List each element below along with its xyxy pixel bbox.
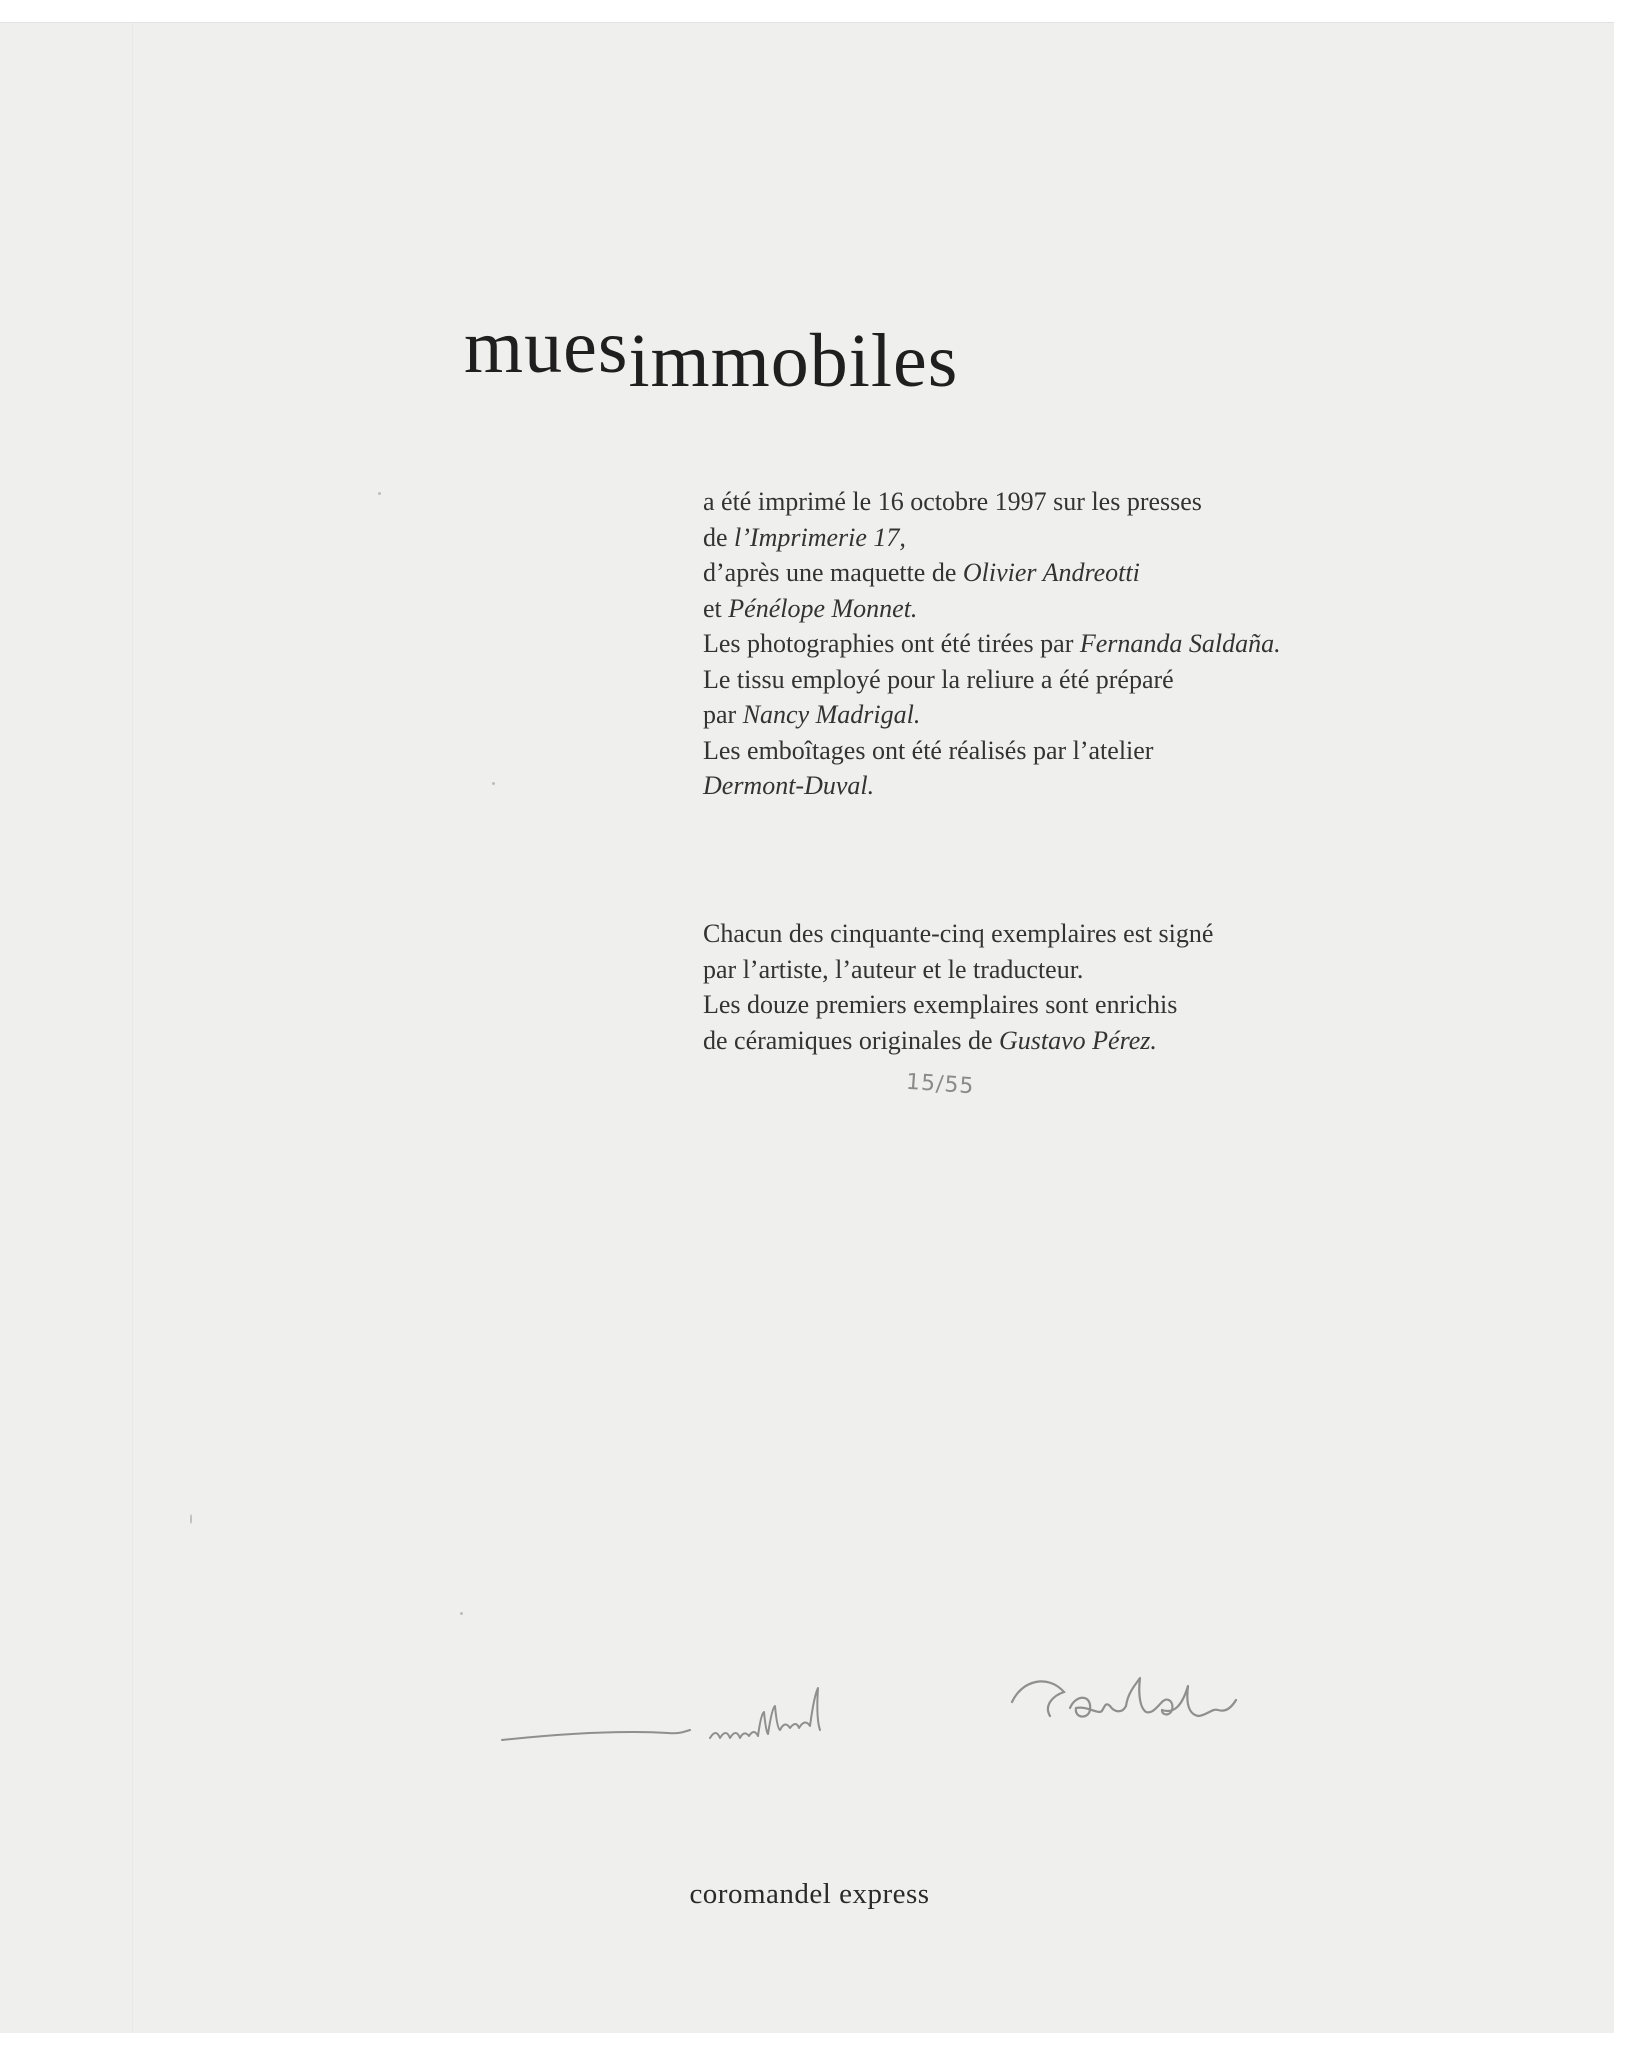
colophon-line: Les photographies ont été tirées par Fernanda Saldaña. — [703, 629, 1281, 658]
colophon-line: par Nancy Madrigal. — [703, 700, 921, 729]
page-fold-line — [132, 22, 134, 2032]
publisher-name: coromandel express — [689, 1878, 930, 1910]
copy-number-handwritten: 15/55 — [905, 1069, 976, 1100]
edition-line: Les douze premiers exemplaires sont enrichis — [703, 990, 1178, 1019]
title-word-immobiles: immobiles — [628, 319, 959, 403]
colophon-line: a été imprimé le 16 octobre 1997 sur les presses — [703, 487, 1202, 516]
signature-left — [498, 1680, 898, 1770]
paper-speck — [190, 1514, 192, 1524]
colophon-line: Les emboîtages ont été réalisés par l’atelier — [703, 735, 1154, 765]
colophon-line: et Pénélope Monnet. — [703, 593, 918, 623]
paper-speck — [460, 1612, 463, 1615]
edition-line: de céramiques originales de Gustavo Pérez. — [703, 1025, 1157, 1055]
colophon-line: de l’Imprimerie 17, — [703, 522, 906, 552]
paper-speck — [492, 782, 495, 785]
title-word-mues: mues — [464, 305, 629, 389]
colophon-line: Le tissu employé pour la reliure a été préparé — [703, 664, 1174, 694]
signature-right — [1008, 1662, 1348, 1742]
paper-speck — [378, 492, 381, 495]
colophon-line: Dermont-Duval. — [703, 771, 875, 800]
edition-statement — [703, 916, 1213, 1058]
colophon-text — [703, 484, 1281, 804]
colophon-line: d’après une maquette de Olivier Andreotti — [703, 558, 1140, 587]
book-title — [464, 305, 959, 405]
edition-line: par l’artiste, l’auteur et le traducteur. — [703, 954, 1084, 984]
edition-line: Chacun des cinquante-cinq exemplaires est signé — [703, 919, 1214, 948]
